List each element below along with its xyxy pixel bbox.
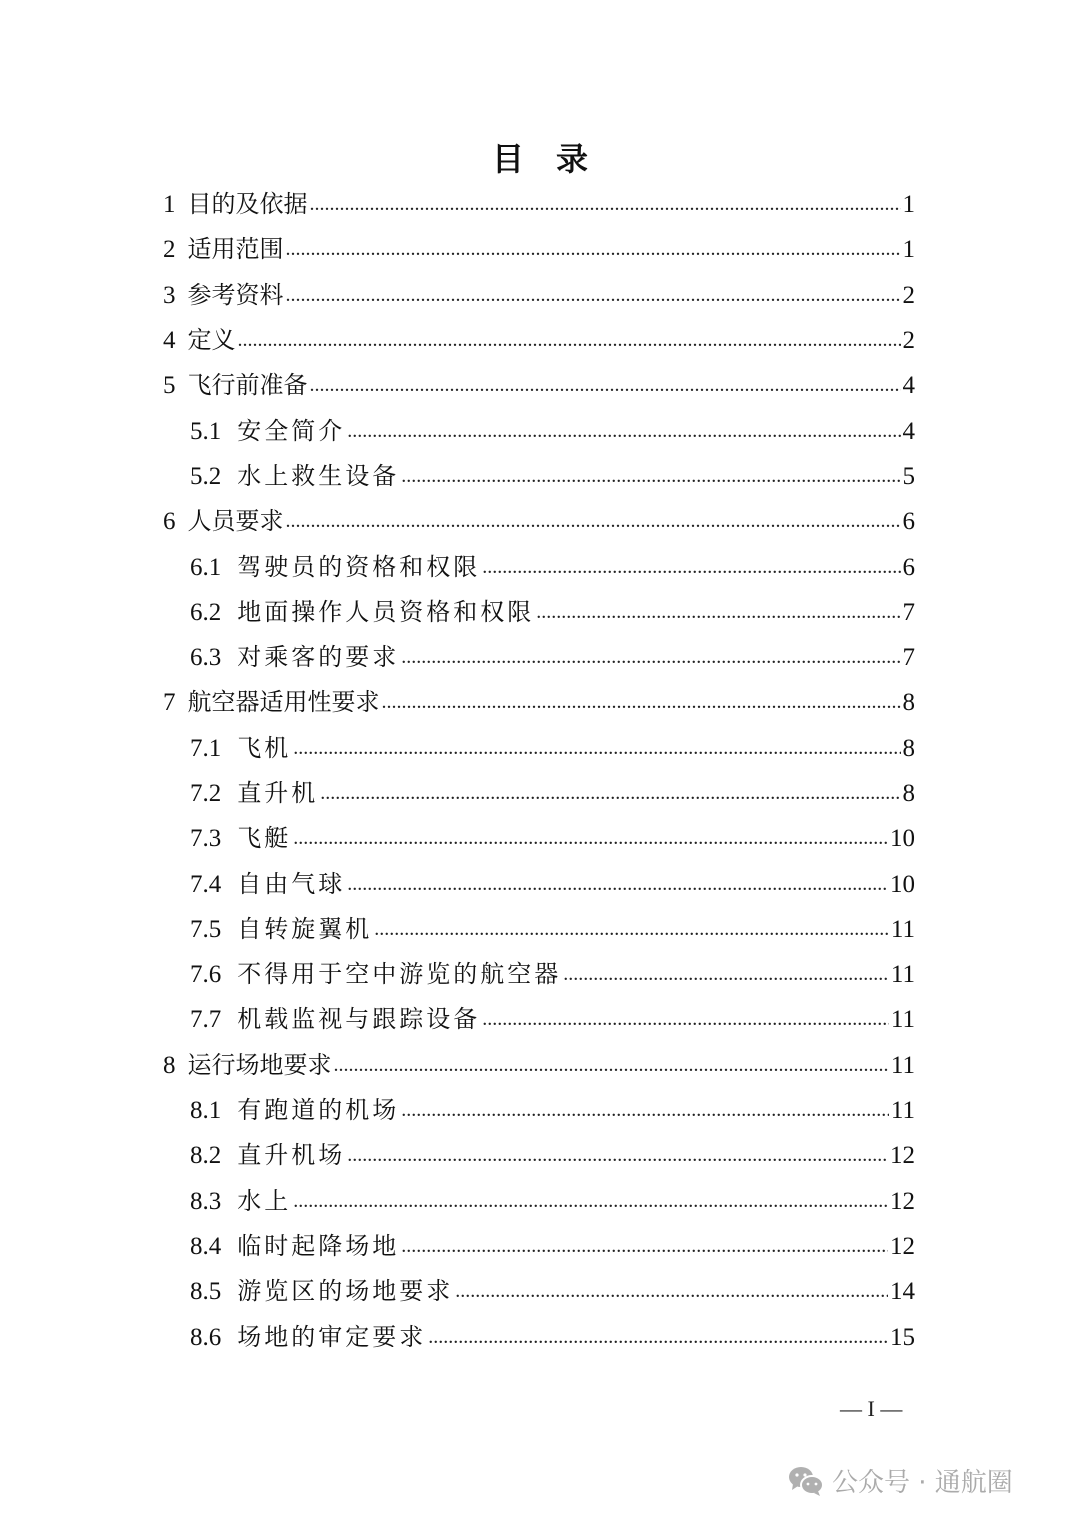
section-number: 7.3 [190,825,222,853]
section-title: 临时起降场地 [237,1231,400,1260]
section-title: 目的及依据 [187,190,308,219]
leader-dots [310,363,901,408]
toc-entry[interactable] [163,816,915,861]
page-ref: 1 [902,236,915,264]
section-number: 7 [163,689,176,717]
leader-dots [238,318,901,363]
leader-dots [347,862,888,907]
page-ref: 12 [890,1232,915,1260]
page-ref: 8 [902,780,915,807]
section-number: 8.1 [190,1097,222,1125]
page-ref: 5 [902,462,915,490]
section-title: 直升机场 [237,1141,346,1170]
toc-entry[interactable] [163,1224,915,1269]
section-number: 6.2 [190,598,222,626]
section-number: 5 [163,372,176,400]
page-ref: 8 [902,734,915,762]
toc-entry[interactable] [163,1088,915,1133]
toc-entry[interactable] [163,227,915,272]
toc-entry[interactable] [163,952,915,997]
page-ref: 8 [902,689,915,717]
section-number: 7.7 [190,1006,222,1034]
toc-entry[interactable] [163,273,915,318]
leader-dots [482,997,889,1042]
page-title: 目 录 [491,140,588,178]
leader-dots [293,1179,888,1224]
section-title: 驾驶员的资格和权限 [237,552,481,581]
wechat-icon [788,1465,824,1497]
leader-dots [428,1315,888,1360]
page-ref: 14 [890,1278,915,1306]
section-title: 直升机 [237,779,319,807]
section-number: 7.2 [190,780,222,807]
section-title: 对乘客的要求 [237,643,400,672]
section-title: 机载监视与跟踪设备 [237,1005,481,1034]
toc-entry[interactable] [163,1133,915,1178]
toc-entry[interactable] [163,544,915,589]
section-title: 飞行前准备 [187,371,308,400]
leader-dots [320,771,900,816]
section-number: 3 [163,281,176,309]
page-number: — I — [840,1396,903,1421]
page-ref: 7 [902,598,915,626]
watermark [788,1462,1013,1499]
section-title: 定义 [187,326,236,355]
toc-entry[interactable] [163,635,915,680]
section-number: 6 [163,508,176,536]
section-number: 7.1 [190,734,222,762]
leader-dots [347,409,900,454]
leader-dots [286,499,901,544]
leader-dots [286,227,901,272]
toc-entry[interactable] [163,1179,915,1224]
section-number: 7.4 [190,870,222,898]
toc-entry[interactable] [163,590,915,635]
leader-dots [401,1088,889,1133]
page-ref: 1 [902,191,915,219]
section-title: 自由气球 [237,869,346,898]
section-title: 航空器适用性要求 [187,688,380,717]
page-ref: 6 [902,553,915,581]
section-number: 1 [163,191,176,219]
page-ref: 12 [890,1142,915,1170]
page-ref: 15 [890,1323,915,1351]
leader-dots [286,273,901,318]
toc-entry[interactable] [163,907,915,952]
section-number: 7.5 [190,915,222,943]
page-ref: 2 [902,327,915,355]
page-ref: 11 [890,1006,915,1034]
page-ref: 10 [890,825,915,853]
page-ref: 11 [890,915,915,943]
section-number: 8.6 [190,1323,222,1351]
toc-entry[interactable] [163,182,915,227]
section-number: 8.3 [190,1187,222,1215]
page-ref: 6 [902,508,915,536]
section-number: 5.2 [190,462,222,490]
watermark-text: 公众号 · 通航圈 [832,1468,1013,1498]
toc-entry[interactable] [163,1269,915,1314]
section-number: 6.1 [190,553,222,581]
leader-dots [293,726,900,771]
page-ref: 10 [890,870,915,898]
leader-dots [334,1043,889,1088]
section-title: 水上救生设备 [237,461,400,490]
section-title: 自转旋翼机 [237,914,373,943]
toc-entry[interactable] [163,499,915,544]
section-title: 地面操作人员资格和权限 [237,597,535,626]
leader-dots [401,635,900,680]
page-ref: 11 [890,1097,915,1125]
section-number: 7.6 [190,961,222,989]
section-title: 人员要求 [187,507,284,536]
page-ref: 7 [902,644,915,672]
section-number: 6.3 [190,644,222,672]
section-number: 8.4 [190,1232,222,1260]
page-ref: 12 [890,1187,915,1215]
toc-entry[interactable] [163,680,915,725]
toc-entry[interactable] [163,408,915,453]
leader-dots [455,1269,888,1314]
toc-entry[interactable] [163,997,915,1042]
toc-entry[interactable] [163,726,915,771]
section-number: 8 [163,1051,176,1079]
section-title: 运行场地要求 [187,1050,332,1079]
section-title: 安全简介 [237,416,346,445]
section-title: 飞机 [237,733,292,762]
leader-dots [293,816,888,861]
section-title: 不得用于空中游览的航空器 [237,960,562,989]
section-number: 8.5 [190,1278,222,1306]
page-ref: 11 [890,961,915,989]
page-ref: 4 [902,417,915,445]
toc-entry[interactable] [163,318,915,363]
section-title: 游览区的场地要求 [237,1277,454,1306]
leader-dots [401,454,900,499]
leader-dots [310,182,901,227]
toc-entry[interactable] [163,771,915,816]
section-title: 参考资料 [187,280,284,309]
toc-entry[interactable] [163,363,915,408]
toc-entry[interactable] [163,861,915,906]
page-ref: 2 [902,281,915,309]
section-number: 8.2 [190,1142,222,1170]
section-title: 有跑道的机场 [237,1096,400,1125]
leader-dots [563,952,889,997]
table-of-contents [163,182,915,1360]
section-number: 4 [163,327,176,355]
page-ref: 11 [890,1051,915,1079]
leader-dots [382,680,901,725]
section-title: 适用范围 [187,235,284,264]
section-number: 5.1 [190,417,222,445]
section-title: 水上 [237,1186,292,1215]
toc-entry[interactable] [163,454,915,499]
leader-dots [536,590,900,635]
section-title: 场地的审定要求 [237,1322,427,1351]
page-ref: 4 [902,372,915,400]
section-number: 2 [163,236,176,264]
toc-entry[interactable] [163,1043,915,1088]
leader-dots [482,545,900,590]
toc-entry[interactable] [163,1314,915,1359]
section-title: 飞艇 [237,824,292,853]
leader-dots [374,907,889,952]
leader-dots [401,1224,888,1269]
leader-dots [347,1133,888,1178]
